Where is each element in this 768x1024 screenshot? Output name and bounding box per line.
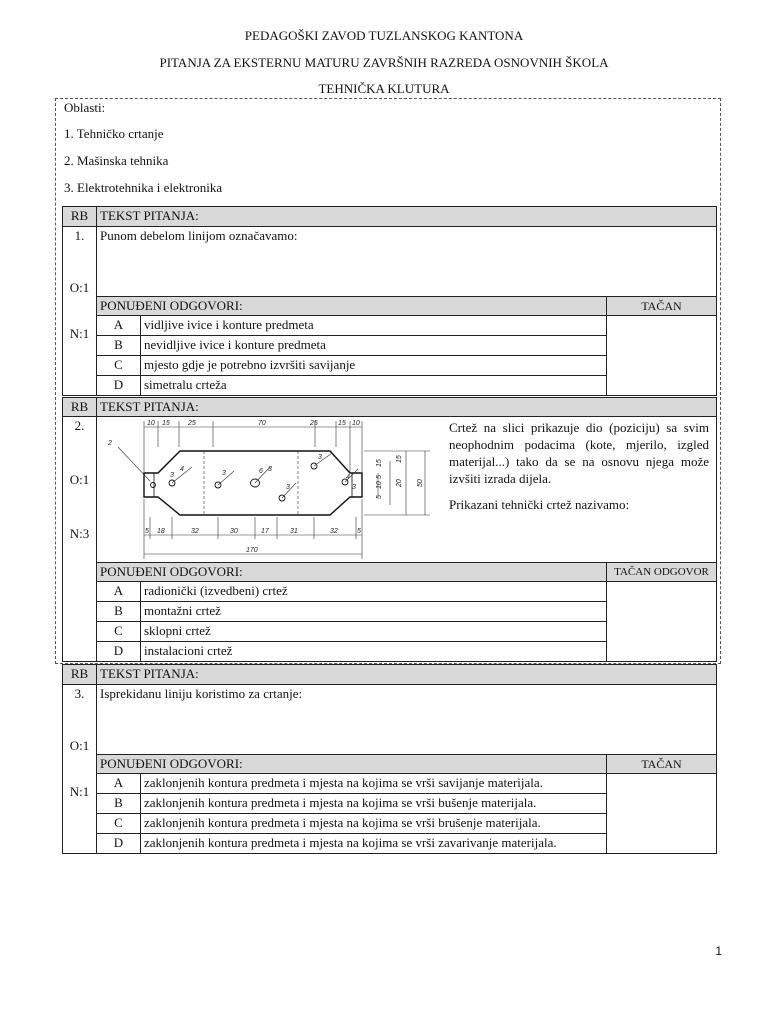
dim-top: 70 bbox=[258, 420, 266, 427]
dim-right: 50 bbox=[417, 479, 424, 487]
dim-total-length: 170 bbox=[246, 547, 258, 554]
answer-text: sklopni crtež bbox=[141, 622, 607, 642]
question-2-text-p2: Prikazani tehnički crtež nazivamo: bbox=[449, 497, 630, 512]
dim-right: 5 bbox=[376, 475, 383, 479]
offered-answers-header: PONUĐENI ODGOVORI: bbox=[97, 563, 607, 582]
answer-letter: B bbox=[97, 794, 141, 814]
answer-letter: A bbox=[97, 774, 141, 794]
answer-letter: D bbox=[97, 834, 141, 854]
answer-letter: C bbox=[97, 356, 141, 376]
dim-bottom: 17 bbox=[261, 528, 269, 535]
position-label: 3 bbox=[286, 484, 290, 491]
correct-header: TAČAN bbox=[607, 755, 717, 774]
answer-text: radionički (izvedbeni) crtež bbox=[141, 582, 607, 602]
dim-right: 10 bbox=[376, 481, 383, 489]
correct-answer-header: TAČAN ODGOVOR bbox=[607, 563, 717, 582]
areas-title: Oblasti: bbox=[64, 100, 106, 115]
area-item-2: 2. Mašinska tehnika bbox=[64, 153, 169, 168]
position-label: 4 bbox=[346, 474, 350, 481]
dim-bottom: 5 bbox=[357, 528, 361, 535]
rb-header: RB bbox=[63, 398, 97, 417]
answer-letter: B bbox=[97, 602, 141, 622]
question-1-table bbox=[62, 206, 717, 396]
dim-top: 25 bbox=[188, 420, 196, 427]
dim-bottom: 5 bbox=[145, 528, 149, 535]
question-2-o: O:1 bbox=[69, 472, 90, 487]
question-2-n: N:3 bbox=[69, 526, 90, 541]
answer-text: nevidljive ivice i konture predmeta bbox=[141, 336, 607, 356]
answer-text: mjesto gdje je potrebno izvršiti savijanje bbox=[141, 356, 607, 376]
question-1-o: O:1 bbox=[69, 280, 90, 295]
position-label: 3 bbox=[268, 466, 272, 473]
question-1-n: N:1 bbox=[69, 326, 90, 341]
dim-top: 10 bbox=[147, 420, 155, 427]
rb-header: RB bbox=[63, 665, 97, 685]
offered-answers-header: PONUĐENI ODGOVORI: bbox=[97, 755, 607, 774]
answer-text: instalacioni crtež bbox=[141, 642, 607, 662]
page-number: 1 bbox=[715, 944, 722, 958]
header-institution: PEDAGOŠKI ZAVOD TUZLANSKOG KANTONA bbox=[244, 28, 524, 43]
question-2-text bbox=[449, 419, 709, 513]
question-1-text: Punom debelom linijom označavamo: bbox=[97, 227, 717, 297]
answer-letter: B bbox=[97, 336, 141, 356]
question-3-o: O:1 bbox=[69, 738, 90, 753]
question-1-meta bbox=[63, 227, 97, 396]
answer-text: zaklonjenih kontura predmeta i mjesta na kojima se vrši zavarivanje materijala. bbox=[141, 834, 607, 854]
question-header: TEKST PITANJA: bbox=[97, 398, 717, 417]
dim-right: 20 bbox=[396, 479, 403, 487]
correct-header: TAČAN bbox=[607, 297, 717, 316]
dim-bottom: 30 bbox=[230, 528, 238, 535]
answer-letter: A bbox=[97, 582, 141, 602]
question-header: TEKST PITANJA: bbox=[97, 207, 717, 227]
question-3-n: N:1 bbox=[69, 784, 90, 799]
question-2-meta bbox=[63, 417, 97, 662]
correct-answer-field[interactable] bbox=[607, 316, 717, 396]
dim-top: 10 bbox=[352, 420, 360, 427]
dim-top: 15 bbox=[162, 420, 170, 427]
dim-right: 5 bbox=[376, 495, 383, 499]
dim-bottom: 32 bbox=[191, 528, 199, 535]
position-label: 3 bbox=[352, 484, 356, 491]
question-2-number: 2. bbox=[74, 418, 85, 433]
header-exam-title: PITANJA ZA EKSTERNU MATURU ZAVRŠNIH RAZREDA OSNOVNIH ŠKOLA bbox=[159, 55, 609, 70]
question-3-number: 3. bbox=[74, 686, 85, 701]
answer-text: zaklonjenih kontura predmeta i mjesta na kojima se vrši brušenje materijala. bbox=[141, 814, 607, 834]
answer-letter: A bbox=[97, 316, 141, 336]
answer-text: simetralu crteža bbox=[141, 376, 607, 396]
answer-text: zaklonjenih kontura predmeta i mjesta na kojima se vrši bušenje materijala. bbox=[141, 794, 607, 814]
position-label: 3 bbox=[170, 472, 174, 479]
area-item-1: 1. Tehničko crtanje bbox=[64, 126, 164, 141]
position-label: 3 bbox=[318, 454, 322, 461]
answer-text: vidljive ivice i konture predmeta bbox=[141, 316, 607, 336]
technical-drawing bbox=[100, 417, 440, 563]
answer-letter: D bbox=[97, 376, 141, 396]
position-label: 2 bbox=[108, 440, 112, 447]
rb-header: RB bbox=[63, 207, 97, 227]
question-header: TEKST PITANJA: bbox=[97, 665, 717, 685]
position-label: 6 bbox=[259, 468, 263, 475]
answer-text: zaklonjenih kontura predmeta i mjesta na kojima se vrši savijanje materijala. bbox=[141, 774, 607, 794]
question-3-meta bbox=[63, 685, 97, 854]
question-3-text: Isprekidanu liniju koristimo za crtanje: bbox=[97, 685, 717, 755]
question-2-text-p1: Crtež na slici prikazuje dio (poziciju) sa svim neophodnim podacima (kote, mjerilo, izgled materijal...) tako da se na osnovu njega može izvšiti izrada dijela. bbox=[449, 420, 709, 486]
correct-answer-field[interactable] bbox=[607, 582, 717, 662]
offered-answers-header: PONUĐENI ODGOVORI: bbox=[97, 297, 607, 316]
dim-bottom: 32 bbox=[330, 528, 338, 535]
answer-letter: C bbox=[97, 814, 141, 834]
correct-answer-field[interactable] bbox=[607, 774, 717, 854]
question-1-number: 1. bbox=[74, 228, 85, 243]
question-3-table bbox=[62, 664, 717, 854]
part-outline bbox=[144, 451, 362, 515]
header-subject: TEHNIČKA KLUTURA bbox=[318, 81, 450, 96]
answer-text: montažni crtež bbox=[141, 602, 607, 622]
dim-top: 25 bbox=[310, 420, 318, 427]
dim-right: 15 bbox=[396, 455, 403, 463]
dim-right: 15 bbox=[376, 459, 383, 467]
dim-bottom: 18 bbox=[157, 528, 165, 535]
dim-bottom: 31 bbox=[290, 528, 298, 535]
position-label: 3 bbox=[222, 470, 226, 477]
dim-top: 15 bbox=[338, 420, 346, 427]
position-label: 4 bbox=[180, 466, 184, 473]
area-item-3: 3. Elektrotehnika i elektronika bbox=[64, 180, 223, 195]
answer-letter: D bbox=[97, 642, 141, 662]
answer-letter: C bbox=[97, 622, 141, 642]
